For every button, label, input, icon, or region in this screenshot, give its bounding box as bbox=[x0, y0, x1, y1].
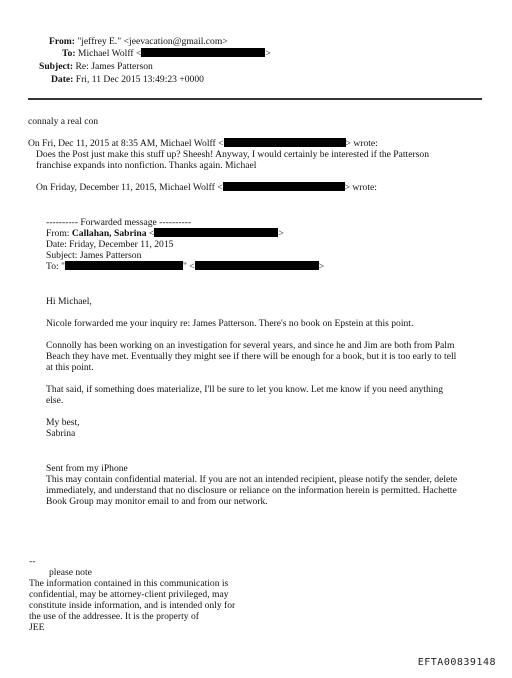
quote1-line1: Does the Post just make this stuff up? Sheesh! Anyway, I would certainly be interested if the Patterson bbox=[36, 149, 430, 160]
subject-row bbox=[39, 61, 153, 72]
quote1-wrote: > wrote: bbox=[345, 138, 378, 149]
footer-line5: JEE bbox=[29, 622, 45, 633]
redaction-box bbox=[65, 261, 183, 270]
sent-from: Sent from my iPhone bbox=[46, 463, 128, 474]
fwd-from-lt: < bbox=[146, 228, 155, 239]
paragraph-2-line1: Connolly has been working on an investigation for several years, and since he and Jim are both from Palm bbox=[46, 340, 455, 351]
redaction-box bbox=[223, 182, 345, 191]
to-label: To: bbox=[62, 48, 76, 59]
date-value: Fri, 11 Dec 2015 13:49:23 +0000 bbox=[75, 74, 204, 85]
fwd-to-mid: " < bbox=[182, 261, 195, 272]
quote1-intro bbox=[28, 138, 378, 149]
redaction-box bbox=[154, 228, 278, 237]
from-row bbox=[49, 36, 228, 47]
to-row bbox=[62, 48, 271, 59]
confidential-line3: Book Group may monitor email to and from our network. bbox=[46, 496, 268, 507]
forward-header: ---------- Forwarded message ---------- bbox=[46, 217, 192, 228]
quote2-wrote: > wrote: bbox=[344, 182, 377, 193]
date-label: Date: bbox=[51, 74, 74, 85]
footer-line4: the use of the addressee. It is the property of bbox=[29, 611, 199, 622]
fwd-from-row bbox=[46, 228, 284, 239]
quote1-line2: franchise expands into nonfiction. Thanks again. Michael bbox=[36, 160, 257, 171]
to-gt: > bbox=[265, 48, 271, 59]
fwd-to-gt: > bbox=[318, 261, 325, 272]
redaction-box bbox=[195, 261, 319, 270]
signoff-line1: My best, bbox=[46, 417, 80, 428]
from-value: "jeffrey E." <jeevacation@gmail.com> bbox=[77, 36, 228, 47]
redaction-box bbox=[224, 138, 346, 147]
bates-number: EFTA00839148 bbox=[417, 657, 496, 668]
header-rule bbox=[28, 98, 482, 100]
paragraph-2-line2: Beach they have met. Eventually they might see if there will be enough for a book, but it is too early to tell bbox=[46, 351, 457, 362]
redaction-box bbox=[141, 48, 265, 57]
reply-text: connaly a real con bbox=[28, 116, 99, 127]
footer-dashes: -- bbox=[29, 556, 36, 567]
confidential-line1: This may contain confidential material. If you are not an intended recipient, please notify the sender, delete bbox=[46, 474, 458, 485]
fwd-from-gt: > bbox=[278, 228, 284, 239]
greeting: Hi Michael, bbox=[46, 296, 92, 307]
fwd-to-row bbox=[46, 261, 324, 272]
subject-label: Subject: bbox=[39, 61, 74, 72]
footer-line2: confidential, may be attorney-client privileged, may bbox=[29, 589, 229, 600]
signoff-line2: Sabrina bbox=[46, 428, 76, 439]
subject-value: Re: James Patterson bbox=[75, 61, 153, 72]
quote2-intro-text: On Friday, December 11, 2015, Michael Wolff < bbox=[36, 182, 223, 193]
confidential-line2: immediately, and understand that no disclosure or reliance on the information herein is permitted. Hachette bbox=[46, 485, 457, 496]
quote2-intro bbox=[36, 182, 377, 193]
fwd-date: Date: Friday, December 11, 2015 bbox=[46, 239, 174, 250]
fwd-from-name: Callahan, Sabrina bbox=[71, 228, 147, 239]
to-value: Michael Wolff < bbox=[77, 48, 142, 59]
quote1-intro-text: On Fri, Dec 11, 2015 at 8:35 AM, Michael Wolff < bbox=[28, 138, 224, 149]
paragraph-3-line1: That said, if something does materialize, I'll be sure to let you know. Let me know if you need anything bbox=[46, 384, 444, 395]
footer-line3: constitute inside information, and is intended only for bbox=[29, 600, 236, 611]
fwd-from-label: From: bbox=[46, 228, 72, 239]
paragraph-3-line2: else. bbox=[46, 395, 64, 406]
paragraph-1: Nicole forwarded me your inquiry re: James Patterson. There's no book on Epstein at this point. bbox=[46, 318, 414, 329]
fwd-to-label: To: " bbox=[46, 261, 65, 272]
paragraph-2-line3: at this point. bbox=[46, 362, 94, 373]
from-label: From: bbox=[49, 36, 75, 47]
footer-note: please note bbox=[49, 567, 92, 578]
footer-line1: The information contained in this communication is bbox=[29, 578, 229, 589]
fwd-subject: Subject: James Patterson bbox=[46, 250, 142, 261]
date-row bbox=[51, 74, 204, 85]
